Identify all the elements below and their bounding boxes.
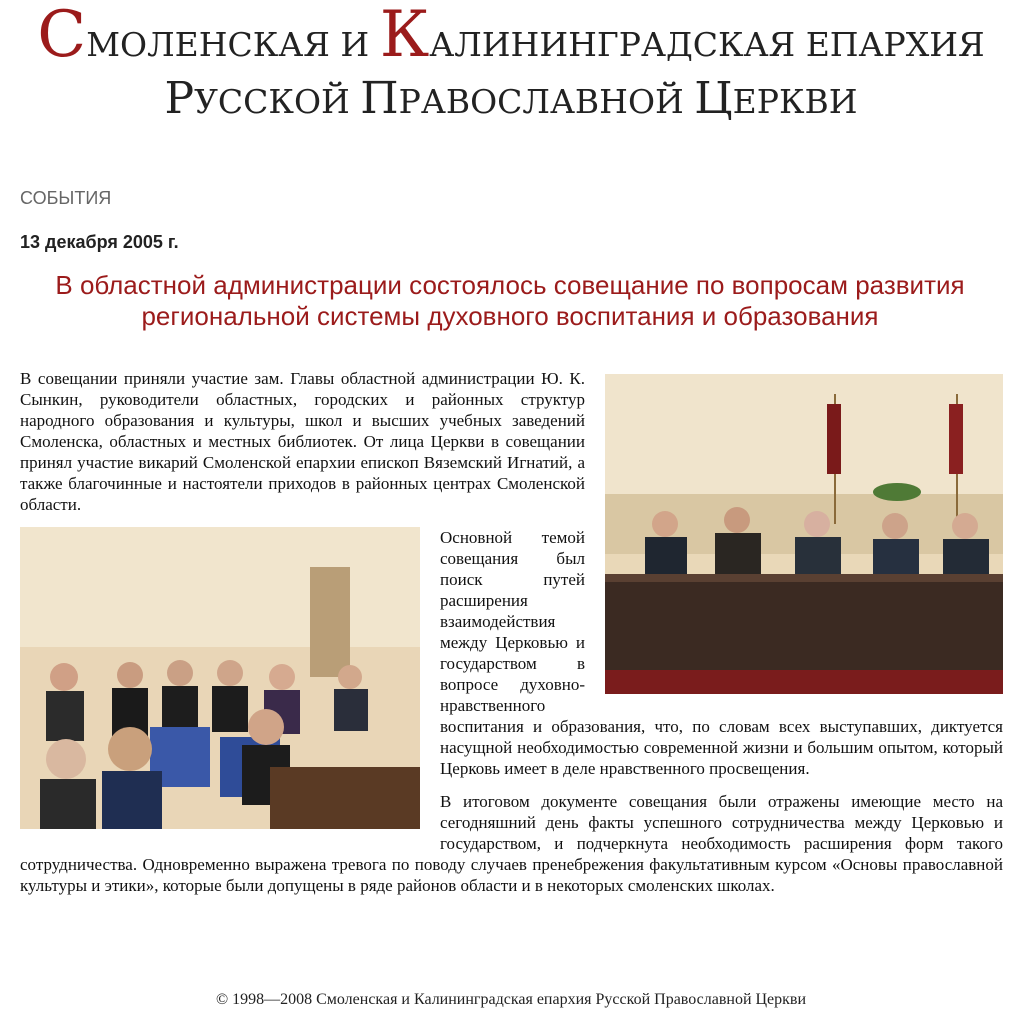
masthead-line-2 [0,74,1022,127]
article-paragraph: В совещании приняли участие зам. Главы областной администрации Ю. К. Сынкин, руководители областных, городских и районных структур народного образования и культуры, школ и высших учебных заведений Смоленска, областных и местных библиотек. От лица Церкви в совещании принял участие викарий Смоленской епархии епископ Вяземский Игнатий, а также благочинные и настоятели приходов в районных центрах Смоленской области. [20,369,585,514]
photo-audience [20,527,420,829]
site-masthead [0,0,1022,127]
photo-presidium-image [605,374,1003,694]
article-paragraph: Основной темой совещания был поиск путей расширения взаимодействия между Церковью и государством в вопросе духовно-нравственного воспитания и образования, что, по словам всех выступавших, диктуется насущной необходимостью современной жизни и большим опытом, который Церковь имеет в деле нравственного просвещения. [440,528,1003,778]
article-body [20,368,1003,908]
article-headline: В областной администрации состоялось совещание по вопросам развития региональной системы духовного воспитания и образования [55,270,965,331]
masthead-line-1 [0,0,1022,72]
article-date: 13 декабря 2005 г. [20,232,179,252]
masthead-text: АЛИНИНГРАДСКАЯ ЕПАРХИЯ [429,25,985,64]
photo-presidium [605,374,1003,694]
site-footer: © 1998—2008 Смоленская и Калининградская епархия Русской Православной Церкви [215,991,807,1008]
masthead-text: УССКОЙ [194,82,361,121]
masthead-initial: Ц [694,73,733,124]
masthead-initial: Р [164,73,195,124]
masthead-text: МОЛЕНСКАЯ И [86,25,380,64]
masthead-initial: С [37,0,87,72]
masthead-initial: П [360,73,399,124]
article-paragraph: В итоговом документе совещания были отражены имеющие место на сегодняшний день факты успешного сотрудничества между Церковью и государством, и подчеркнута необходимость расширения форм такого сотрудничества. Одновременно выражена тревога по поводу случаев пренебрежения факультативным курсом «Основы православной культуры и этики», которые были допущены в ряде районов области и в некоторых смоленских школах. [20,792,1003,895]
masthead-text: ЕРКВИ [732,82,858,121]
photo-audience-image [20,527,420,829]
masthead-initial: К [379,0,430,72]
masthead-text: РАВОСЛАВНОЙ [398,82,695,121]
section-label: СОБЫТИЯ [20,188,112,208]
